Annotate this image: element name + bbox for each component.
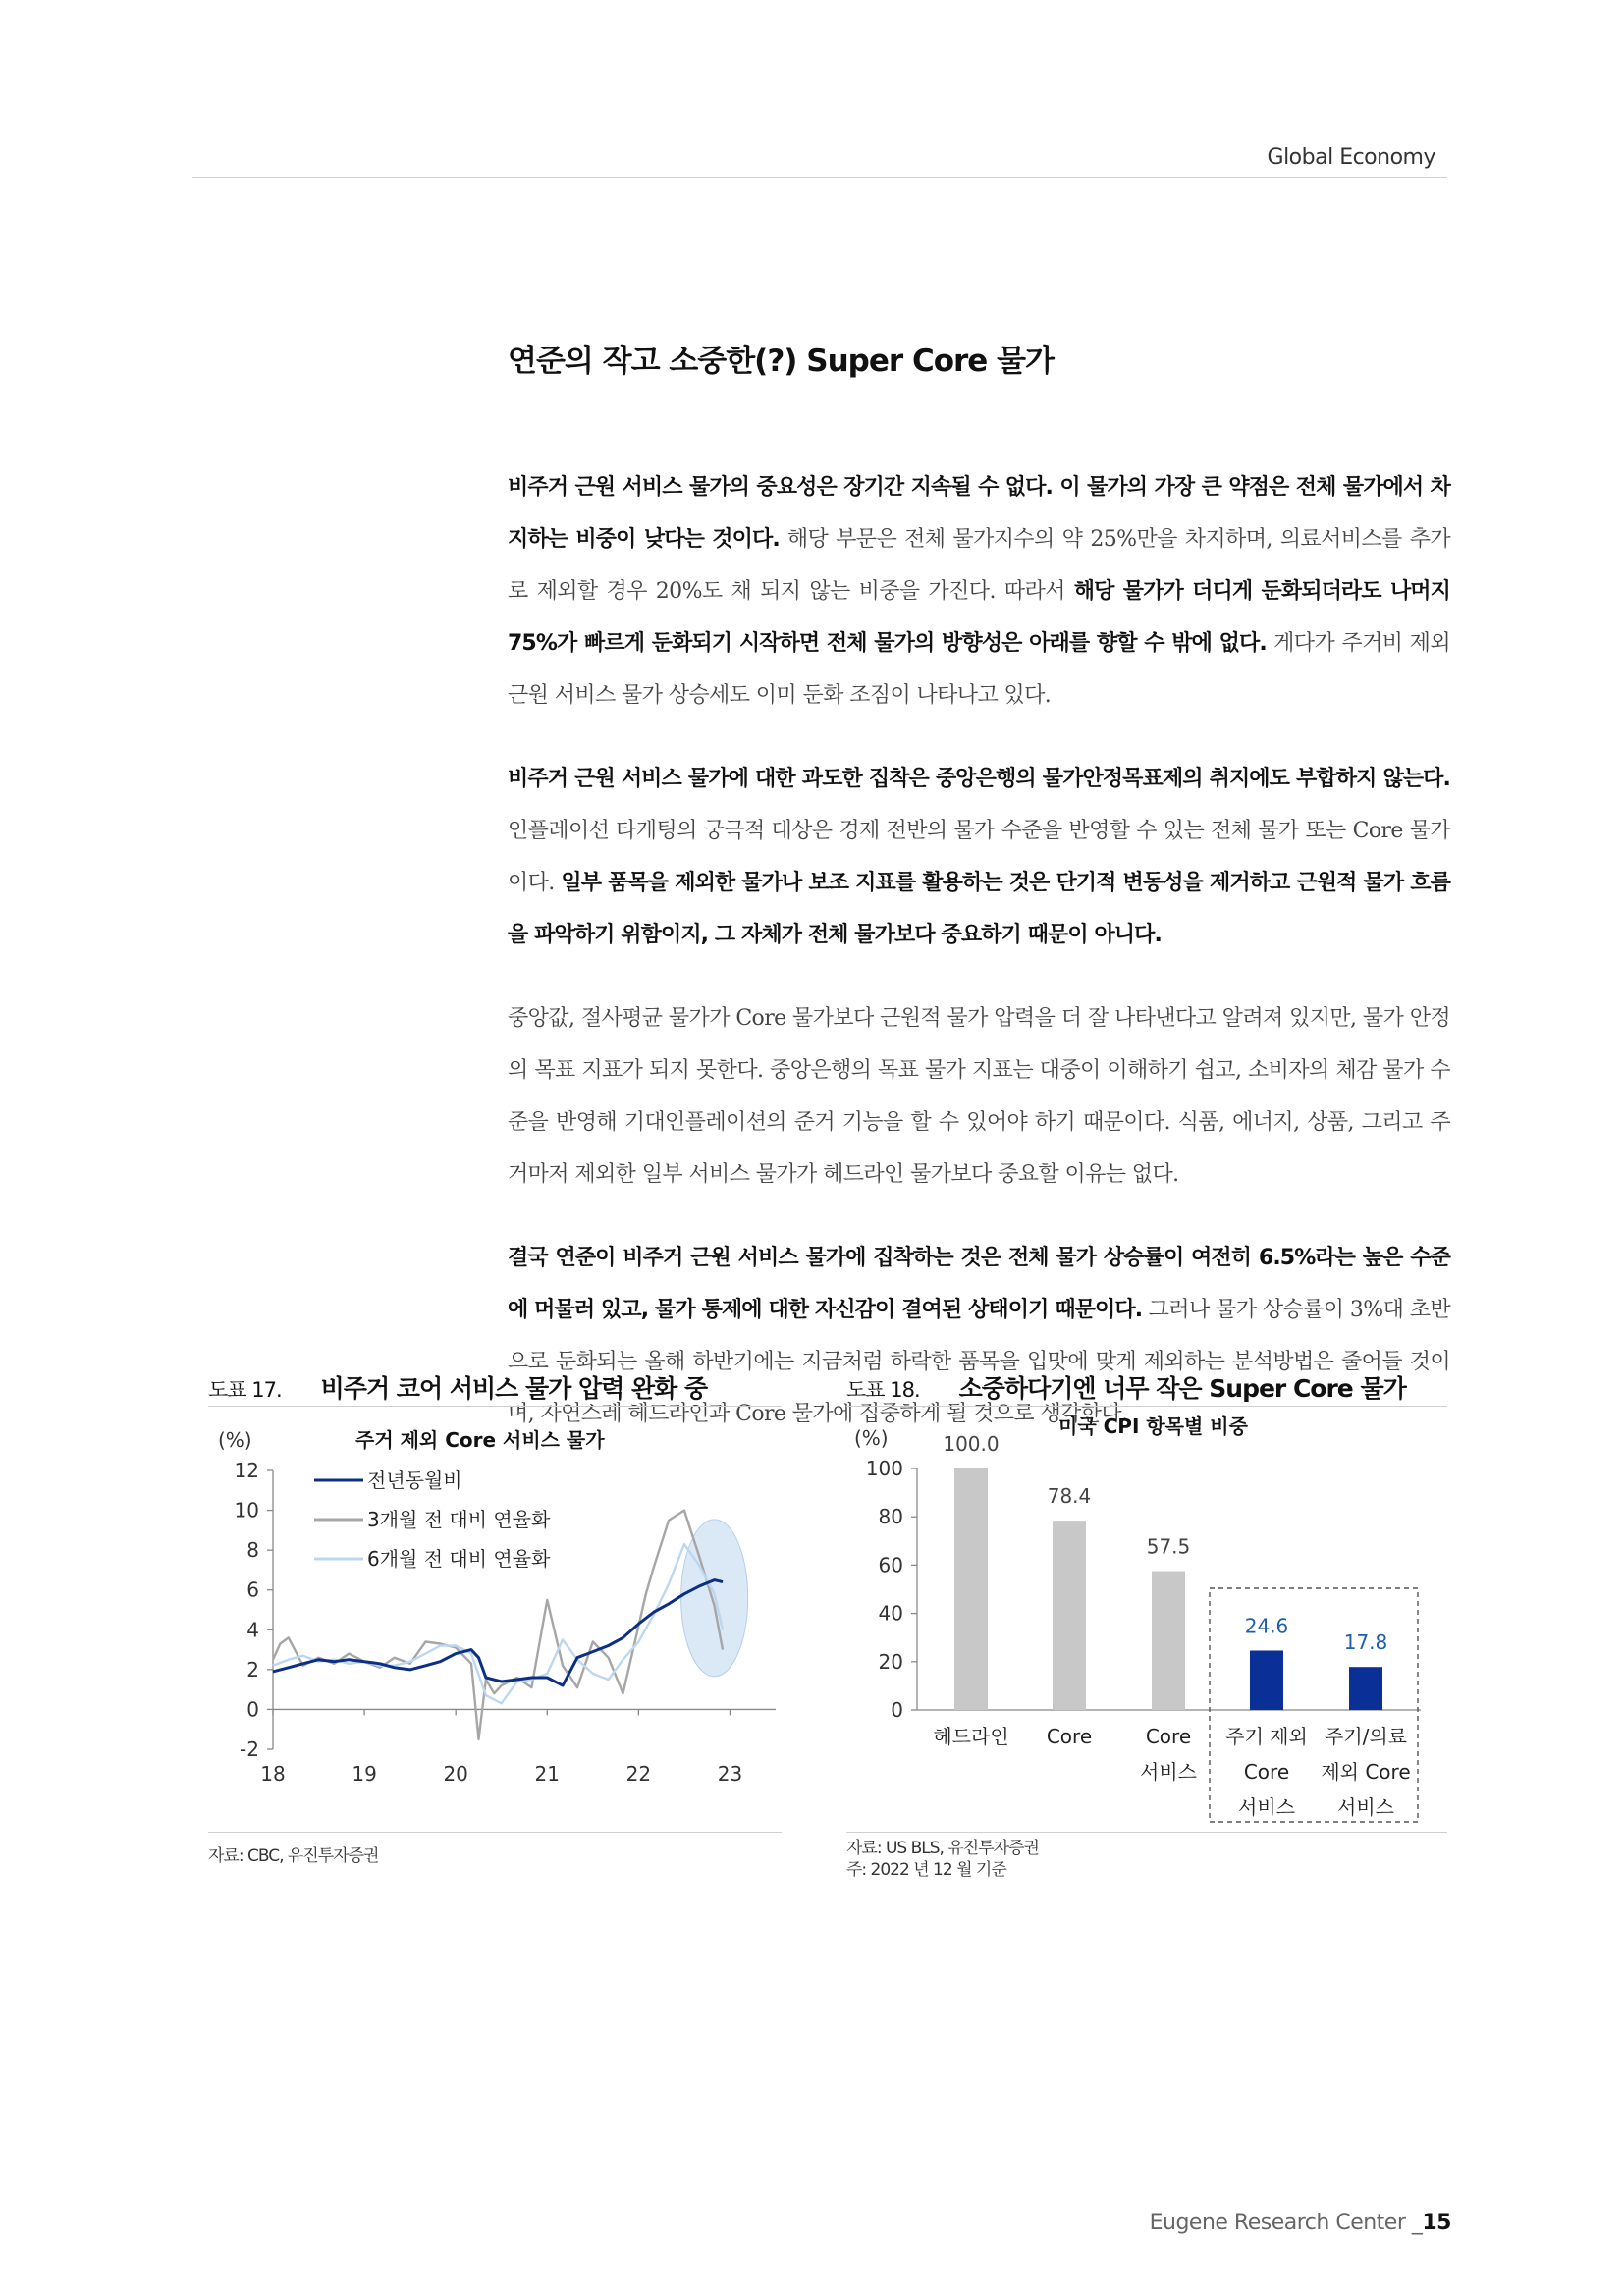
y-tick-label: 2 (246, 1657, 259, 1682)
legend-label: 3개월 전 대비 연율화 (367, 1508, 551, 1531)
y-tick-label: 40 (878, 1601, 903, 1626)
x-tick-label: 23 (717, 1762, 743, 1786)
header-divider (192, 177, 1447, 178)
paragraph-4 (508, 1232, 1450, 1440)
y-unit-label: (%) (854, 1426, 889, 1450)
x-tick-label: 19 (352, 1762, 377, 1786)
category-label: 헤드라인 (933, 1725, 1009, 1748)
y-tick-label: 10 (234, 1498, 259, 1522)
header-label: Global Economy (1267, 145, 1435, 170)
y-tick-label: 0 (246, 1697, 259, 1722)
page-footer (1150, 2211, 1451, 2235)
fig18-note-line: 주: 2022 년 12 월 기준 (846, 1860, 1006, 1880)
section-title: 연준의 작고 소중한(?) Super Core 물가 (508, 344, 1055, 379)
fig18-bar-chart (846, 1414, 1447, 1826)
category-label: 서비스 (1140, 1760, 1197, 1784)
chart-title: 미국 CPI 항목별 비중 (1058, 1415, 1248, 1438)
page-number: 15 (1422, 2211, 1451, 2235)
y-unit-label: (%) (218, 1428, 252, 1452)
bar-value-label: 57.5 (1146, 1534, 1191, 1559)
y-tick-label: 20 (878, 1649, 903, 1674)
y-tick-label: 80 (878, 1505, 903, 1529)
paragraph-2 (508, 753, 1450, 961)
body-text (508, 461, 1450, 1471)
highlight-dashed-box (1210, 1588, 1418, 1822)
fig18-source (846, 1838, 1039, 1881)
fig18-title: 소중하다기엔 너무 작은 Super Core 물가 (958, 1374, 1406, 1403)
x-tick-label: 22 (625, 1762, 652, 1786)
bar (1250, 1650, 1283, 1710)
chart-title: 주거 제외 Core 서비스 물가 (355, 1428, 605, 1452)
y-tick-label: 8 (246, 1538, 259, 1563)
emphasized-text: 비주거 근원 서비스 물가의 중요성은 장기간 지속될 수 없다. 이 물가의 가장 큰 약점은 전체 물가에서 차지하는 비중이 낮다는 것이다. (508, 475, 1450, 552)
body-text-segment: 그러나 물가 상승률이 3%대 초반으로 둔화되는 올해 하반기에는 지금처럼 하락한 품목을 입맛에 맞게 제외하는 분석방법은 줄어들 것이며, 자연스레 헤드라인과 Core 물가에 집중하게 될 것으로 생각한다. (508, 1298, 1450, 1426)
x-tick-label: 20 (443, 1762, 468, 1786)
legend-label: 전년동월비 (367, 1468, 462, 1492)
series-line-1 (273, 1580, 723, 1686)
series-line-2 (273, 1511, 723, 1739)
y-tick-label: 60 (878, 1553, 903, 1577)
fig18-source-line: 자료: US BLS, 유진투자증권 (846, 1839, 1039, 1858)
x-tick-label: 21 (534, 1762, 560, 1786)
y-tick-label: 100 (865, 1457, 903, 1480)
category-label: 주거 제외 (1225, 1725, 1308, 1748)
fig17-top-rule (208, 1406, 782, 1407)
category-label: 서비스 (1337, 1795, 1394, 1819)
x-tick-label: 18 (260, 1762, 286, 1786)
y-tick-label: 0 (891, 1698, 903, 1722)
body-text-segment: 게다가 주거비 제외 근원 서비스 물가 상승세도 이미 둔화 조짐이 나타나고 있다. (508, 631, 1450, 708)
legend-label: 6개월 전 대비 연율화 (367, 1547, 551, 1571)
y-tick-label: 6 (246, 1577, 259, 1602)
y-tick-label: 4 (246, 1618, 259, 1642)
bar (954, 1468, 988, 1710)
emphasized-text: 해당 물가가 더디게 둔화되더라도 나머지 75%가 빠르게 둔화되기 시작하면 전체 물가의 방향성은 아래를 향할 수 밖에 없다. (508, 579, 1450, 656)
fig18-bottom-rule (846, 1832, 1447, 1833)
fig17-source: 자료: CBC, 유진투자증권 (208, 1846, 379, 1866)
emphasized-text: 일부 품목을 제외한 물가나 보조 지표를 활용하는 것은 단기적 변동성을 제거하고 근원적 물가 흐름을 파악하기 위함이지, 그 자체가 전체 물가보다 중요하기 때문이 아니다. (508, 871, 1450, 947)
fig18-heading (846, 1369, 1406, 1405)
category-label: 서비스 (1238, 1795, 1295, 1819)
y-tick-label: 12 (234, 1459, 259, 1482)
paragraph-3 (508, 992, 1450, 1201)
category-label: Core (1046, 1725, 1093, 1748)
bar-value-label: 78.4 (1047, 1484, 1092, 1509)
bar-value-label: 24.6 (1244, 1614, 1289, 1638)
category-label: 주거/의료 (1324, 1725, 1408, 1748)
bar (1053, 1521, 1086, 1710)
paragraph-1 (508, 461, 1450, 721)
fig17-line-chart (208, 1414, 782, 1826)
category-label: Core (1243, 1760, 1290, 1784)
fig17-bottom-rule (208, 1832, 782, 1833)
bar-value-label: 100.0 (943, 1432, 1000, 1456)
fig17-number: 도표 17. (208, 1378, 282, 1402)
fig17-heading (208, 1369, 707, 1405)
emphasized-text: 비주거 근원 서비스 물가에 대한 과도한 집착은 중앙은행의 물가안정목표제의 취지에도 부합하지 않는다. (508, 767, 1450, 791)
bar (1152, 1572, 1185, 1710)
fig17-title: 비주거 코어 서비스 물가 압력 완화 중 (320, 1374, 708, 1403)
bar-value-label: 17.8 (1343, 1630, 1388, 1655)
category-label: 제외 Core (1321, 1760, 1411, 1784)
footer-text: Eugene Research Center _ (1149, 2211, 1423, 2235)
category-label: Core (1145, 1725, 1192, 1748)
fig18-number: 도표 18. (846, 1378, 920, 1402)
y-tick-label: -2 (240, 1737, 259, 1761)
body-text-segment: 해당 부문은 전체 물가지수의 약 25%만을 차지하며, 의료서비스를 추가로 제외할 경우 20%도 채 되지 않는 비중을 가진다. 따라서 (508, 527, 1450, 604)
fig18-top-rule (846, 1406, 1447, 1407)
bar (1349, 1667, 1382, 1710)
body-text-segment: 인플레이션 타게팅의 궁극적 대상은 경제 전반의 물가 수준을 반영할 수 있는 전체 물가 또는 Core 물가이다. (508, 819, 1450, 895)
emphasized-text: 결국 연준이 비주거 근원 서비스 물가에 집착하는 것은 전체 물가 상승률이 여전히 6.5%라는 높은 수준에 머물러 있고, 물가 통제에 대한 자신감이 결여된 상태이기 때문이다. (508, 1246, 1450, 1322)
body-text-segment: 중앙값, 절사평균 물가가 Core 물가보다 근원적 물가 압력을 더 잘 나타낸다고 알려져 있지만, 물가 안정의 목표 지표가 되지 못한다. 중앙은행의 목표 물가 지표는 대중이 이해하기 쉽고, 소비자의 체감 물가 수준을 반영해 기대인플레이션의 준거 기능을 할 수 있어야 하기 때문이다. 식품, 에너지, 상품, 그리고 주거마저 제외한 일부 서비스 물가가 헤드라인 물가보다 중요할 이유는 없다. (508, 1006, 1450, 1187)
